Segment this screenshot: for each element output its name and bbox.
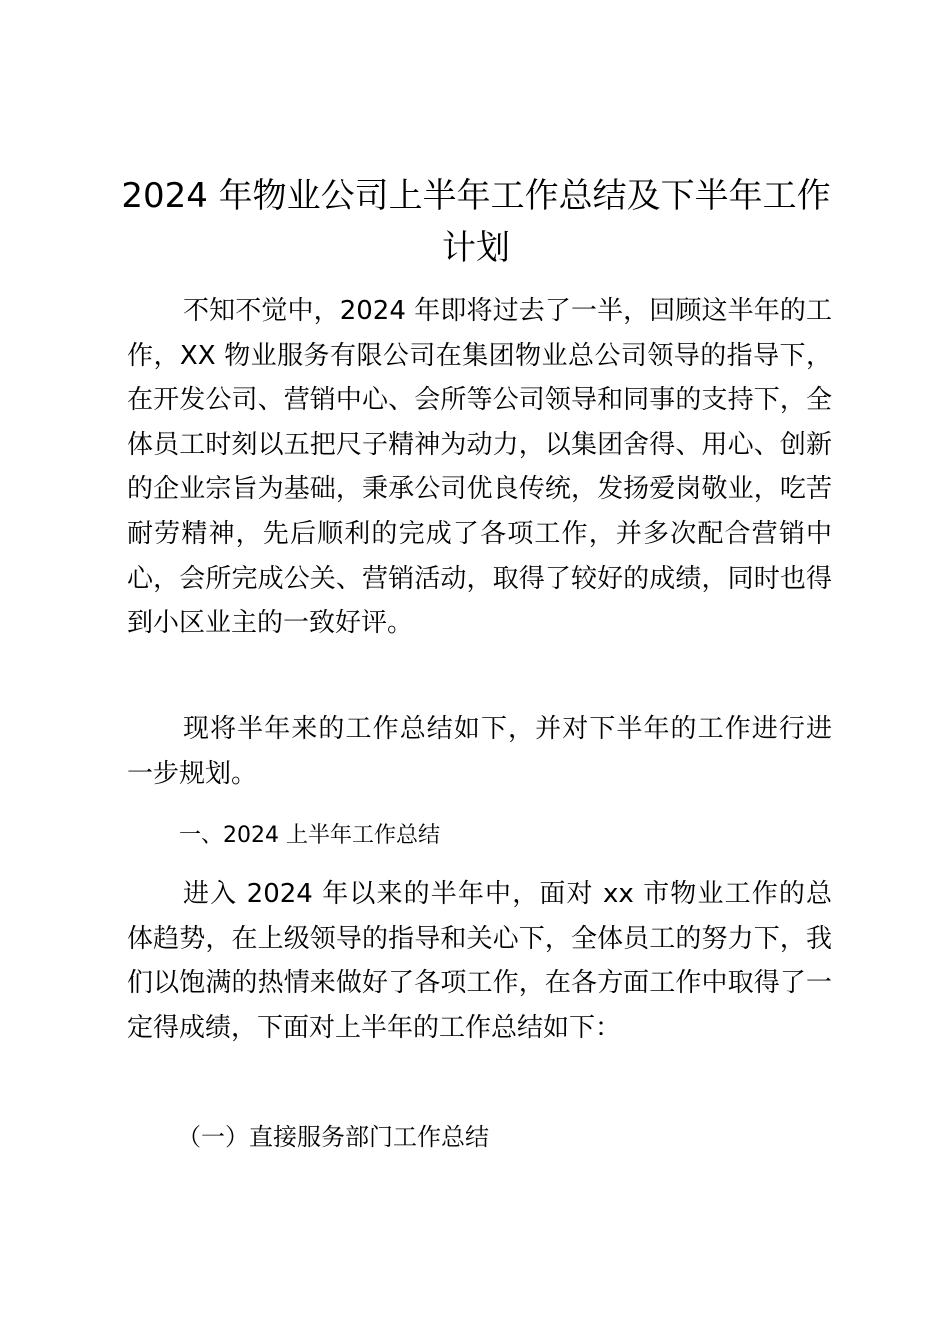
section1-body-paragraph: 进入 2024 年以来的半年中，面对 xx 市物业工作的总体趋势，在上级领导的指导和关心下，全体员工的努力下，我们以饱满的热情来做好了各项工作，在各方面工作中取得了一定得成绩，下面对上半年的工作总结如下： [127,879,832,1043]
section-heading-1: 一、2024 上半年工作总结 [179,823,440,848]
summary-intro-paragraph: 现将半年来的工作总结如下，并对下半年的工作进行进一步规划。 [127,714,832,789]
subsection-heading-1: （一）直接服务部门工作总结 [177,1123,489,1151]
document-title: 2024 年物业公司上半年工作总结及下半年工作计划 [121,176,831,268]
intro-paragraph: 不知不觉中，2024 年即将过去了一半，回顾这半年的工作，XX 物业服务有限公司在集团物业总公司领导的指导下，在开发公司、营销中心、会所等公司领导和同事的支持下，全体员工时刻以五把尺子精神为动力，以集团舍得、用心、创新的企业宗旨为基础，秉承公司优良传统，发扬爱岗敬业，吃苦耐劳精神，先后顺利的完成了各项工作，并多次配合营销中心，会所完成公关、营销活动，取得了较好的成绩，同时也得到小区业主的一致好评。 [127,296,832,639]
